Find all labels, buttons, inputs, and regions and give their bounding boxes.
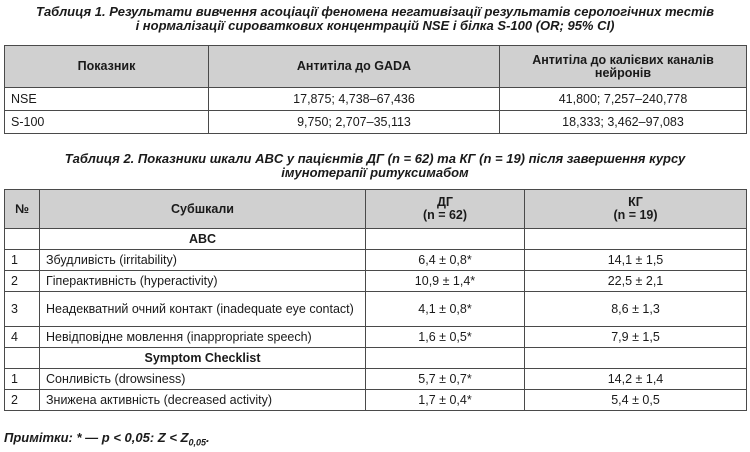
subscale-name: Гіперактивність (hyperactivity) bbox=[40, 271, 366, 292]
dg-group-name: ДГ bbox=[437, 195, 453, 209]
kchannel-value: 18,333; 3,462–97,083 bbox=[500, 111, 747, 134]
table1-caption-line2: і нормалізації сироваткових концентрацій NSE і білка S-100 (OR; 95% CI) bbox=[135, 18, 615, 33]
kchannel-value: 41,800; 7,257–240,778 bbox=[500, 88, 747, 111]
section-spacer bbox=[5, 229, 40, 250]
table1-header-row bbox=[5, 46, 747, 88]
section-spacer bbox=[5, 348, 40, 369]
dg-value: 1,6 ± 0,5* bbox=[366, 327, 525, 348]
row-number: 4 bbox=[5, 327, 40, 348]
section-row-symptom-checklist bbox=[5, 348, 747, 369]
table2-header-row bbox=[5, 190, 747, 229]
table-row bbox=[5, 250, 747, 271]
kg-value: 7,9 ± 1,5 bbox=[525, 327, 747, 348]
row-number: 3 bbox=[5, 292, 40, 327]
subscale-name: Неадекватний очний контакт (inadequate eye contact) bbox=[40, 292, 366, 327]
row-label: S-100 bbox=[5, 111, 209, 134]
dg-value: 5,7 ± 0,7* bbox=[366, 369, 525, 390]
subscale-name: Сонливість (drowsiness) bbox=[40, 369, 366, 390]
table2-caption-line1: Таблиця 2. Показники шкали ABC у пацієнтів ДГ (n = 62) та КГ (n = 19) після завершення курсу bbox=[64, 151, 686, 166]
section-title: Symptom Checklist bbox=[40, 348, 366, 369]
gada-value: 17,875; 4,738–67,436 bbox=[209, 88, 500, 111]
table2-header-kg bbox=[525, 190, 747, 229]
table1-header-gada: Антитіла до GADA bbox=[209, 46, 500, 88]
table1-caption-line1: Таблиця 1. Результати вивчення асоціації феномена негативізації результатів серологічних тестів bbox=[36, 4, 714, 19]
table2-header-subscale: Субшкали bbox=[40, 190, 366, 229]
subscale-name: Збудливість (irritability) bbox=[40, 250, 366, 271]
footnote bbox=[4, 430, 210, 448]
section-title: ABC bbox=[40, 229, 366, 250]
kg-value: 5,4 ± 0,5 bbox=[525, 390, 747, 411]
footnote-end: . bbox=[206, 430, 210, 445]
table1 bbox=[4, 45, 747, 134]
dg-value: 4,1 ± 0,8* bbox=[366, 292, 525, 327]
row-label: NSE bbox=[5, 88, 209, 111]
footnote-subscript: 0,05 bbox=[188, 437, 207, 448]
table2-header-dg bbox=[366, 190, 525, 229]
table2-header-number: № bbox=[5, 190, 40, 229]
dg-value: 1,7 ± 0,4* bbox=[366, 390, 525, 411]
section-spacer bbox=[366, 229, 525, 250]
table-row bbox=[5, 369, 747, 390]
kg-value: 22,5 ± 2,1 bbox=[525, 271, 747, 292]
table-row bbox=[5, 271, 747, 292]
table-row bbox=[5, 327, 747, 348]
gada-value: 9,750; 2,707–35,113 bbox=[209, 111, 500, 134]
table2-caption-line2: імунотерапії ритуксимабом bbox=[281, 165, 469, 180]
kg-value: 14,2 ± 1,4 bbox=[525, 369, 747, 390]
kg-group-name: КГ bbox=[628, 195, 643, 209]
table1-header-indicator: Показник bbox=[5, 46, 209, 88]
table-row bbox=[5, 88, 747, 111]
dg-value: 10,9 ± 1,4* bbox=[366, 271, 525, 292]
table2-caption bbox=[0, 152, 750, 180]
table1-caption bbox=[0, 5, 750, 33]
table-row bbox=[5, 292, 747, 327]
table2 bbox=[4, 189, 747, 411]
subscale-name: Знижена активність (decreased activity) bbox=[40, 390, 366, 411]
dg-value: 6,4 ± 0,8* bbox=[366, 250, 525, 271]
row-number: 1 bbox=[5, 250, 40, 271]
dg-group-size: (n = 62) bbox=[422, 208, 468, 222]
footnote-text: Примітки: * — p < 0,05: Z < Z bbox=[4, 430, 189, 445]
row-number: 1 bbox=[5, 369, 40, 390]
table-row bbox=[5, 111, 747, 134]
subscale-name: Невідповідне мовлення (inappropriate speech) bbox=[40, 327, 366, 348]
table1-header-kchannels: Антитіла до калієвих каналів нейронів bbox=[500, 46, 747, 88]
section-spacer bbox=[525, 348, 747, 369]
row-number: 2 bbox=[5, 390, 40, 411]
table-row bbox=[5, 390, 747, 411]
section-row-abc bbox=[5, 229, 747, 250]
kg-value: 8,6 ± 1,3 bbox=[525, 292, 747, 327]
kg-group-size: (n = 19) bbox=[613, 208, 658, 222]
section-spacer bbox=[525, 229, 747, 250]
kg-value: 14,1 ± 1,5 bbox=[525, 250, 747, 271]
section-spacer bbox=[366, 348, 525, 369]
row-number: 2 bbox=[5, 271, 40, 292]
